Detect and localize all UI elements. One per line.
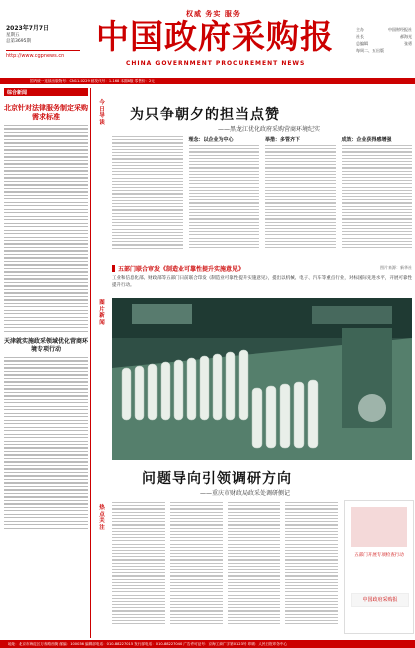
left-headline-2[interactable]: 天津就实施政采领域优化营商环境专项行动 [4,337,89,353]
left-article-2-body [4,357,88,529]
photo-caption: 工业和信息化部、财政部等五部门日前联合印发《制造业可靠性提升实施意见》，提出以机械、电子、汽车等重点行业，对标国际先进水平，开展可靠性提升行动。 [112,276,412,288]
production-line-illustration [112,298,412,460]
article-1-subtitle: ——黑龙江优化政府采购营商环境纪实 [218,126,321,133]
ad-logo: 中国政府采购报 [351,593,409,607]
article-2-column [170,500,223,636]
side-label-1: 今日导读 [99,100,105,126]
article-1-column [265,134,336,260]
masthead-slogan: 权威 务实 服务 [186,10,241,18]
article-2-title[interactable]: 问题导向引领调研方向 [142,471,292,487]
side-label-2: 图片新闻 [99,300,105,326]
ad-text: 五部门开展专项检查行动 [354,553,404,558]
masthead-publisher-info [356,26,412,54]
left-article-1-body [4,125,88,332]
article-1-body [112,134,412,260]
publisher-row: 主办 中国财经报社 [356,27,412,32]
column-divider [90,88,91,638]
masthead [0,0,415,84]
article-2-column [285,500,338,636]
website-link[interactable]: http://www.cgpnews.cn [6,52,65,59]
photo-credit: 图片来源：新华社 [380,265,412,270]
publisher-row: 每周二、五出版 [356,48,384,53]
article-2-column [112,500,165,636]
article-1-column [112,134,183,260]
article-1-subhead: 理念：以企业为中心 [188,137,234,143]
advertisement[interactable] [344,500,414,634]
footer-text: 地址：北京市海淀区万寿路西街 邮编：100036 编辑部电话：010-88227015 发行部电话：010-88227040 广告许可证号：京海工商广字第0123号 印刷：人民日报印务中心 [8,642,288,646]
publisher-row: 总编辑 张勇 [356,41,412,46]
photo-news-title[interactable]: 五部门联合审发《制造业可靠性提升实施意见》 [118,265,245,273]
masthead-date-block [6,26,80,59]
section-label: 综合新闻 [4,88,88,96]
left-column [4,88,88,638]
issue-number: 总第3695期 [6,39,31,44]
article-2-column [228,500,281,636]
article-2-body [112,500,338,636]
article-1-column [189,134,260,260]
section-marker [112,265,115,272]
article-1-column [342,134,413,260]
newspaper-subtitle: CHINA GOVERNMENT PROCUREMENT NEWS [126,60,306,67]
publisher-row: 社长 郝海光 [356,34,412,39]
article-1-subhead: 举措：多管齐下 [265,137,301,143]
issue-date: 2023年7月7日 [6,25,50,32]
imprint-text: 国内统一连续出版物号：CN11-0229 邮发代号：1-168 本期8版 零售价：2元 [30,79,155,83]
issue-weekday: 星期五 [6,32,20,38]
article-1-title[interactable]: 为只争朝夕的担当点赞 [130,107,280,123]
article-1-subhead: 成效：企业获得感增强 [341,137,392,143]
left-headline-1[interactable]: 北京针对法律服务制定采购需求标准 [4,104,88,121]
newspaper-title: 中国政府采购报 [96,17,334,56]
masthead-separator [6,50,80,51]
factory-photo [112,298,412,460]
article-2-subtitle: ——重庆市财政局政采处调研侧记 [200,490,291,497]
side-label-3: 热点关注 [99,505,105,531]
ad-image [351,507,407,547]
photo-news-header [112,264,412,272]
